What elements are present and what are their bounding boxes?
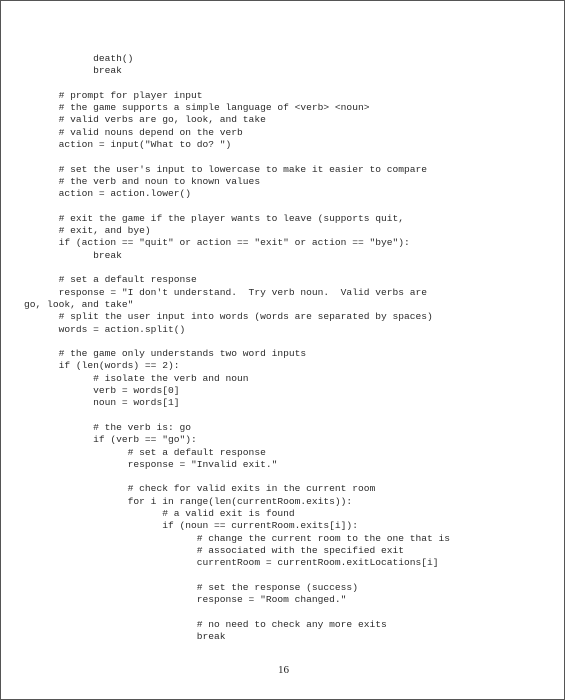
code-line: # set the response (success)	[1, 581, 358, 593]
code-line: # valid verbs are go, look, and take	[1, 114, 266, 126]
code-line: # the verb and noun to known values	[1, 175, 261, 187]
code-line: break	[1, 630, 226, 642]
code-line: # no need to check any more exits	[1, 618, 387, 630]
code-line: if (noun == currentRoom.exits[i]):	[1, 520, 358, 532]
code-line	[1, 410, 565, 422]
code-line: # isolate the verb and noun	[1, 372, 249, 384]
code-line: # the game only understands two word inputs	[1, 348, 307, 360]
code-line: noun = words[1]	[1, 397, 180, 409]
code-line	[1, 569, 565, 581]
code-line: break	[1, 249, 122, 261]
code-line: # check for valid exits in the current room	[1, 483, 376, 495]
code-line	[1, 336, 565, 348]
code-line: # prompt for player input	[1, 89, 203, 101]
code-line: # associated with the specified exit	[1, 544, 405, 556]
code-line: verb = words[0]	[1, 385, 180, 397]
code-line	[1, 78, 565, 90]
code-line: if (len(words) == 2):	[1, 360, 180, 372]
page-number: 16	[278, 664, 289, 676]
code-line: # exit, and bye)	[1, 225, 151, 237]
code-line: # valid nouns depend on the verb	[1, 126, 243, 138]
code-line: # split the user input into words (words are separated by spaces)	[1, 311, 433, 323]
code-line	[1, 151, 565, 163]
code-line: go, look, and take"	[1, 298, 134, 310]
code-line: if (verb == "go"):	[1, 434, 197, 446]
code-line: # the game supports a simple language of <verb> <noun>	[1, 102, 370, 114]
code-line	[1, 262, 565, 274]
code-line: # the verb is: go	[1, 421, 191, 433]
code-line: for i in range(len(currentRoom.exits)):	[1, 495, 353, 507]
code-line: # exit the game if the player wants to leave (supports quit,	[1, 212, 405, 224]
code-line	[1, 471, 565, 483]
code-line: death()	[1, 53, 134, 64]
code-line: break	[1, 65, 122, 77]
code-line: # set a default response	[1, 274, 197, 286]
code-line: # set the user's input to lowercase to make it easier to compare	[1, 163, 428, 175]
code-line: response = "Invalid exit."	[1, 458, 278, 470]
code-line: if (action == "quit" or action == "exit" or action == "bye"):	[1, 237, 410, 249]
code-line: # change the current room to the one that is	[1, 532, 451, 544]
code-line: currentRoom = currentRoom.exitLocations[i]	[1, 557, 439, 569]
code-listing	[1, 53, 565, 643]
code-line: response = "I don't understand. Try verb noun. Valid verbs are	[1, 286, 428, 298]
code-line: action = action.lower()	[1, 188, 191, 200]
code-line: # set a default response	[1, 446, 266, 458]
code-line: response = "Room changed."	[1, 594, 347, 606]
code-line	[1, 606, 565, 618]
code-line	[1, 201, 565, 213]
code-line: # a valid exit is found	[1, 507, 295, 519]
code-line: action = input("What to do? ")	[1, 139, 232, 151]
code-line: words = action.split()	[1, 323, 186, 335]
